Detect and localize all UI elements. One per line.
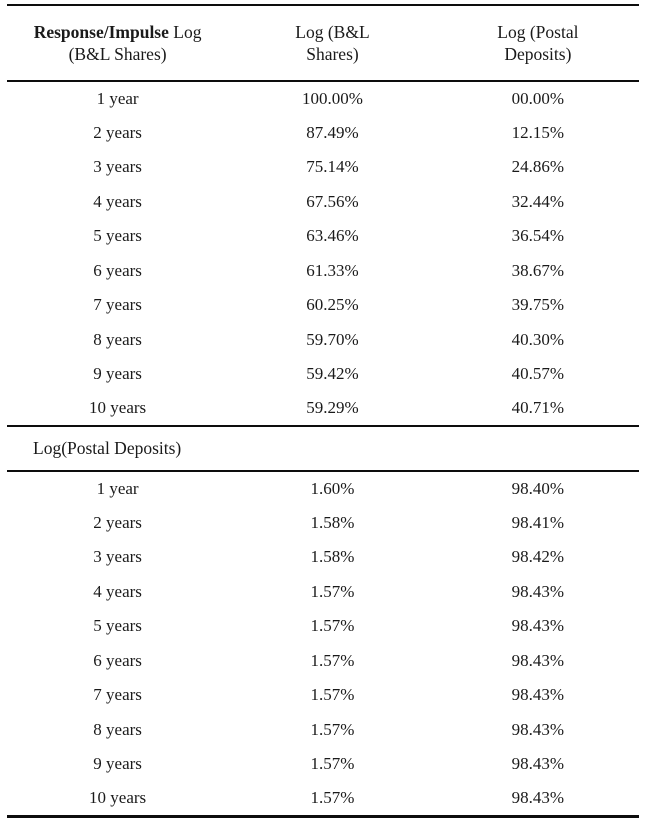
header-col3-line2: Deposits) bbox=[504, 44, 572, 64]
period-cell: 4 years bbox=[93, 191, 142, 211]
table-row bbox=[7, 575, 639, 610]
postal-deposits-cell: 98.43% bbox=[511, 754, 565, 774]
section-log-bl-shares-rows bbox=[7, 81, 639, 426]
postal-deposits-cell: 12.15% bbox=[511, 122, 565, 142]
header-col-log-bl-shares bbox=[228, 5, 437, 81]
period-cell: 8 years bbox=[93, 719, 142, 739]
bl-shares-cell: 1.58% bbox=[310, 512, 355, 532]
table-row bbox=[7, 150, 639, 185]
bl-shares-cell: 1.57% bbox=[310, 754, 355, 774]
header-col3-line1: Log (Postal bbox=[497, 22, 579, 42]
postal-deposits-cell: 98.43% bbox=[511, 616, 565, 636]
header-row bbox=[7, 5, 639, 81]
table-row bbox=[7, 471, 639, 506]
section-log-postal-deposits-rows bbox=[7, 471, 639, 816]
period-cell: 3 years bbox=[93, 547, 142, 567]
period-cell: 8 years bbox=[93, 329, 142, 349]
postal-deposits-cell: 39.75% bbox=[511, 295, 565, 315]
bl-shares-cell: 59.42% bbox=[306, 364, 359, 384]
section-label-row bbox=[7, 426, 639, 471]
postal-deposits-cell: 98.43% bbox=[511, 650, 565, 670]
postal-deposits-cell: 98.42% bbox=[511, 547, 565, 567]
bl-shares-cell: 60.25% bbox=[306, 295, 359, 315]
section-postal-deposits-label-band bbox=[7, 426, 639, 471]
table-row bbox=[7, 609, 639, 644]
bl-shares-cell: 1.60% bbox=[310, 478, 355, 498]
period-cell: 4 years bbox=[93, 581, 142, 601]
period-cell: 2 years bbox=[93, 122, 142, 142]
bl-shares-cell: 1.57% bbox=[310, 650, 355, 670]
postal-deposits-cell: 98.43% bbox=[511, 581, 565, 601]
table-row bbox=[7, 506, 639, 541]
period-cell: 10 years bbox=[89, 788, 147, 807]
postal-deposits-cell: 38.67% bbox=[511, 260, 565, 280]
bl-shares-cell: 100.00% bbox=[302, 88, 363, 108]
postal-deposits-cell: 40.30% bbox=[511, 329, 565, 349]
header-col1-regular-text: Log bbox=[168, 22, 202, 42]
header-col2-line1: Log (B&L bbox=[295, 22, 370, 42]
table-row bbox=[7, 357, 639, 392]
section-label-log-postal-deposits: Log(Postal Deposits) bbox=[7, 426, 639, 471]
header-col-log-postal-deposits bbox=[437, 5, 639, 81]
postal-deposits-cell: 40.71% bbox=[511, 398, 565, 418]
period-cell: 9 years bbox=[93, 364, 142, 384]
bl-shares-cell: 59.29% bbox=[306, 398, 359, 418]
period-cell: 1 year bbox=[96, 478, 139, 498]
period-cell: 3 years bbox=[93, 157, 142, 177]
bl-shares-cell: 87.49% bbox=[306, 122, 359, 142]
table-row bbox=[7, 713, 639, 748]
table-row bbox=[7, 219, 639, 254]
table-row bbox=[7, 323, 639, 358]
header-col1-line2: (B&L Shares) bbox=[68, 44, 167, 64]
period-cell: 5 years bbox=[93, 616, 142, 636]
postal-deposits-cell: 98.43% bbox=[511, 788, 565, 807]
postal-deposits-cell: 32.44% bbox=[511, 191, 565, 211]
impulse-response-table bbox=[7, 4, 639, 818]
period-cell: 1 year bbox=[96, 88, 139, 108]
header-col1-bold-text: Response/Impulse bbox=[33, 22, 169, 42]
table-row bbox=[7, 644, 639, 679]
postal-deposits-cell: 36.54% bbox=[511, 226, 565, 246]
postal-deposits-cell: 24.86% bbox=[511, 157, 565, 177]
table-row bbox=[7, 288, 639, 323]
bl-shares-cell: 1.57% bbox=[310, 581, 355, 601]
postal-deposits-cell: 98.41% bbox=[511, 512, 565, 532]
table-row bbox=[7, 392, 639, 427]
table-row bbox=[7, 782, 639, 817]
postal-deposits-cell: 00.00% bbox=[511, 88, 565, 108]
postal-deposits-cell: 98.40% bbox=[511, 478, 565, 498]
postal-deposits-cell: 98.43% bbox=[511, 685, 565, 705]
period-cell: 5 years bbox=[93, 226, 142, 246]
bl-shares-cell: 1.57% bbox=[310, 719, 355, 739]
table-row bbox=[7, 185, 639, 220]
period-cell: 6 years bbox=[93, 260, 142, 280]
period-cell: 7 years bbox=[93, 685, 142, 705]
table-row bbox=[7, 254, 639, 289]
table-row bbox=[7, 678, 639, 713]
table-row bbox=[7, 747, 639, 782]
period-cell: 7 years bbox=[93, 295, 142, 315]
bl-shares-cell: 63.46% bbox=[306, 226, 359, 246]
table-row bbox=[7, 116, 639, 151]
table-row bbox=[7, 81, 639, 116]
bl-shares-cell: 75.14% bbox=[306, 157, 359, 177]
period-cell: 6 years bbox=[93, 650, 142, 670]
bl-shares-cell: 1.57% bbox=[310, 685, 355, 705]
table-row bbox=[7, 540, 639, 575]
bl-shares-cell: 61.33% bbox=[306, 260, 359, 280]
header-col-response-impulse bbox=[7, 5, 228, 81]
bl-shares-cell: 1.58% bbox=[310, 547, 355, 567]
header-col1-line1 bbox=[7, 21, 228, 43]
period-cell: 10 years bbox=[89, 398, 147, 418]
bl-shares-cell: 67.56% bbox=[306, 191, 359, 211]
bl-shares-cell: 1.57% bbox=[310, 616, 355, 636]
period-cell: 9 years bbox=[93, 754, 142, 774]
postal-deposits-cell: 98.43% bbox=[511, 719, 565, 739]
postal-deposits-cell: 40.57% bbox=[511, 364, 565, 384]
header-col2-line2: Shares) bbox=[306, 44, 359, 64]
period-cell: 2 years bbox=[93, 512, 142, 532]
table-header bbox=[7, 5, 639, 81]
bl-shares-cell: 59.70% bbox=[306, 329, 359, 349]
bl-shares-cell: 1.57% bbox=[310, 788, 355, 807]
